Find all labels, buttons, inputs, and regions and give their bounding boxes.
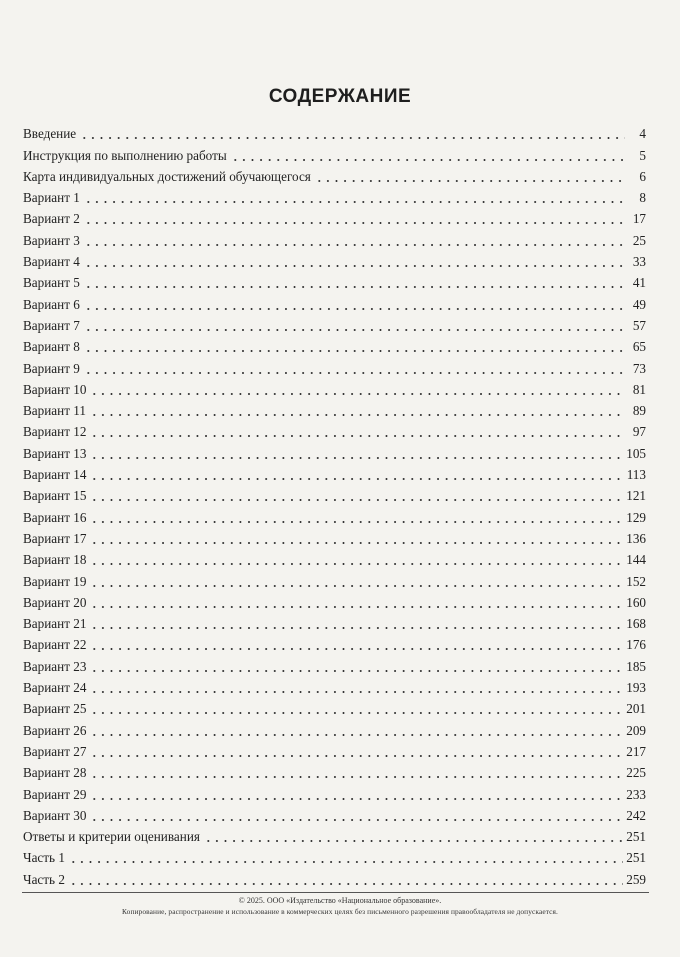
- toc-row: [23, 142, 646, 163]
- toc-page-number: 57: [632, 317, 646, 333]
- toc-row: [23, 781, 646, 802]
- dot-leader: [69, 872, 623, 886]
- toc-entry-label: Вариант 20: [23, 594, 87, 610]
- toc-entry-label: Вариант 9: [23, 360, 80, 376]
- dot-leader: [84, 339, 625, 353]
- toc-page-number: 5: [639, 147, 646, 163]
- dot-leader: [84, 211, 625, 225]
- toc-row: [23, 824, 646, 845]
- toc-page-number: 17: [632, 211, 646, 227]
- dot-leader: [90, 637, 623, 651]
- toc-page-number: 233: [626, 786, 646, 802]
- dot-leader: [90, 595, 623, 609]
- toc-entry-label: Вариант 14: [23, 467, 87, 483]
- dot-leader: [84, 361, 625, 375]
- toc-row: [23, 653, 646, 674]
- dot-leader: [90, 701, 623, 715]
- toc-page-number: 121: [626, 488, 646, 504]
- toc-row: [23, 121, 646, 142]
- toc-row: [23, 440, 646, 461]
- toc-entry-label: Вариант 13: [23, 445, 87, 461]
- toc-row: [23, 504, 646, 525]
- toc-page-number: 33: [632, 254, 646, 270]
- toc-row: [23, 696, 646, 717]
- toc-row: [23, 419, 646, 440]
- toc-row: [23, 227, 646, 248]
- toc-row: [23, 590, 646, 611]
- dot-leader: [90, 574, 623, 588]
- toc-entry-label: Вариант 1: [23, 190, 80, 206]
- page-title: СОДЕРЖАНИЕ: [268, 86, 412, 107]
- dot-leader: [90, 659, 623, 673]
- footer-notice: Копирование, распространение и использование в коммерческих целях без письменного разрешения правообладателя не допускается.: [121, 907, 559, 916]
- toc-entry-label: Вариант 29: [23, 786, 87, 802]
- toc-entry-label: Вариант 11: [23, 403, 86, 419]
- toc-entry-label: Карта индивидуальных достижений обучающегося: [23, 168, 311, 184]
- dot-leader: [90, 808, 623, 822]
- toc-entry-label: Вариант 16: [23, 509, 87, 525]
- toc-page-number: 152: [626, 573, 646, 589]
- toc-entry-label: Вариант 3: [23, 232, 80, 248]
- toc-entry-label: Вариант 23: [23, 658, 87, 674]
- toc-row: [23, 334, 646, 355]
- toc-page-number: 8: [639, 190, 646, 206]
- toc-row: [23, 803, 646, 824]
- toc-page-number: 89: [632, 403, 646, 419]
- toc-entry-label: Вариант 19: [23, 573, 87, 589]
- toc-page-number: 185: [626, 658, 646, 674]
- table-of-contents: [23, 121, 646, 888]
- toc-page-number: 129: [626, 509, 646, 525]
- toc-row: [23, 483, 646, 504]
- toc-row: [23, 611, 646, 632]
- toc-entry-label: Вариант 22: [23, 637, 87, 653]
- toc-page-number: 25: [632, 232, 646, 248]
- toc-page-number: 65: [632, 339, 646, 355]
- toc-row: [23, 632, 646, 653]
- dot-leader: [80, 126, 625, 140]
- toc-row: [23, 866, 646, 887]
- footer-divider: [22, 892, 649, 893]
- toc-entry-label: Вариант 6: [23, 296, 80, 312]
- dot-leader: [84, 275, 625, 289]
- toc-entry-label: Вариант 24: [23, 680, 87, 696]
- toc-entry-label: Часть 1: [23, 850, 65, 866]
- dot-leader: [84, 254, 625, 268]
- dot-leader: [90, 488, 623, 502]
- toc-row: [23, 313, 646, 334]
- toc-page-number: 81: [632, 381, 646, 397]
- toc-entry-label: Вариант 25: [23, 701, 87, 717]
- dot-leader: [90, 424, 625, 438]
- toc-row: [23, 377, 646, 398]
- dot-leader: [90, 744, 623, 758]
- toc-row: [23, 760, 646, 781]
- toc-entry-label: Вариант 21: [23, 616, 87, 632]
- dot-leader: [90, 680, 623, 694]
- toc-entry-label: Вариант 7: [23, 317, 80, 333]
- toc-page-number: 209: [626, 722, 646, 738]
- toc-page-number: 136: [626, 530, 646, 546]
- toc-page-number: 201: [626, 701, 646, 717]
- toc-entry-label: Вариант 10: [23, 381, 87, 397]
- dot-leader: [90, 723, 623, 737]
- toc-entry-label: Ответы и критерии оценивания: [23, 829, 200, 845]
- toc-row: [23, 355, 646, 376]
- toc-entry-label: Инструкция по выполнению работы: [23, 147, 227, 163]
- toc-row: [23, 249, 646, 270]
- toc-page-number: 41: [632, 275, 646, 291]
- dot-leader: [90, 616, 623, 630]
- toc-page-number: 6: [639, 168, 646, 184]
- toc-row: [23, 462, 646, 483]
- toc-row: [23, 185, 646, 206]
- dot-leader: [90, 446, 623, 460]
- toc-entry-label: Вариант 26: [23, 722, 87, 738]
- toc-row: [23, 568, 646, 589]
- toc-page-number: 168: [626, 616, 646, 632]
- toc-entry-label: Вариант 28: [23, 765, 87, 781]
- dot-leader: [90, 467, 623, 481]
- toc-page-number: 97: [632, 424, 646, 440]
- toc-entry-label: Вариант 17: [23, 530, 87, 546]
- toc-page-number: 176: [626, 637, 646, 653]
- toc-page-number: 242: [626, 807, 646, 823]
- toc-entry-label: Вариант 18: [23, 552, 87, 568]
- footer-copyright: © 2025. ООО «Издательство «Национальное образование».: [238, 896, 442, 905]
- toc-entry-label: Вариант 27: [23, 743, 87, 759]
- dot-leader: [90, 765, 623, 779]
- toc-row: [23, 675, 646, 696]
- toc-entry-label: Вариант 12: [23, 424, 87, 440]
- toc-page-number: 225: [626, 765, 646, 781]
- dot-leader: [204, 829, 623, 843]
- toc-page-number: 49: [632, 296, 646, 312]
- dot-leader: [231, 148, 625, 162]
- dot-leader: [90, 531, 623, 545]
- toc-page-number: 4: [639, 126, 646, 142]
- dot-leader: [90, 787, 623, 801]
- toc-row: [23, 164, 646, 185]
- toc-row: [23, 547, 646, 568]
- dot-leader: [315, 169, 625, 183]
- toc-entry-label: Вариант 4: [23, 254, 80, 270]
- toc-entry-label: Введение: [23, 126, 77, 142]
- toc-page-number: 113: [626, 467, 646, 483]
- toc-row: [23, 291, 646, 312]
- toc-row: [23, 845, 646, 866]
- toc-row: [23, 206, 646, 227]
- toc-row: [23, 717, 646, 738]
- toc-page-number: 251: [626, 829, 646, 845]
- dot-leader: [84, 297, 625, 311]
- toc-row: [23, 739, 646, 760]
- dot-leader: [90, 552, 623, 566]
- toc-page-number: 193: [626, 680, 646, 696]
- toc-row: [23, 270, 646, 291]
- toc-entry-label: Вариант 5: [23, 275, 80, 291]
- toc-page-number: 251: [626, 850, 646, 866]
- toc-entry-label: Вариант 30: [23, 807, 87, 823]
- dot-leader: [90, 510, 623, 524]
- toc-row: [23, 526, 646, 547]
- toc-entry-label: Вариант 8: [23, 339, 80, 355]
- dot-leader: [69, 850, 623, 864]
- toc-row: [23, 398, 646, 419]
- toc-page-number: 259: [626, 871, 646, 887]
- dot-leader: [84, 318, 625, 332]
- toc-page-number: 160: [626, 594, 646, 610]
- toc-entry-label: Вариант 2: [23, 211, 80, 227]
- toc-entry-label: Часть 2: [23, 871, 65, 887]
- toc-page-number: 217: [626, 743, 646, 759]
- dot-leader: [84, 190, 625, 204]
- toc-page-number: 105: [626, 445, 646, 461]
- toc-entry-label: Вариант 15: [23, 488, 87, 504]
- dot-leader: [90, 403, 625, 417]
- dot-leader: [90, 382, 625, 396]
- toc-page-number: 144: [626, 552, 646, 568]
- dot-leader: [84, 233, 625, 247]
- toc-page-number: 73: [632, 360, 646, 376]
